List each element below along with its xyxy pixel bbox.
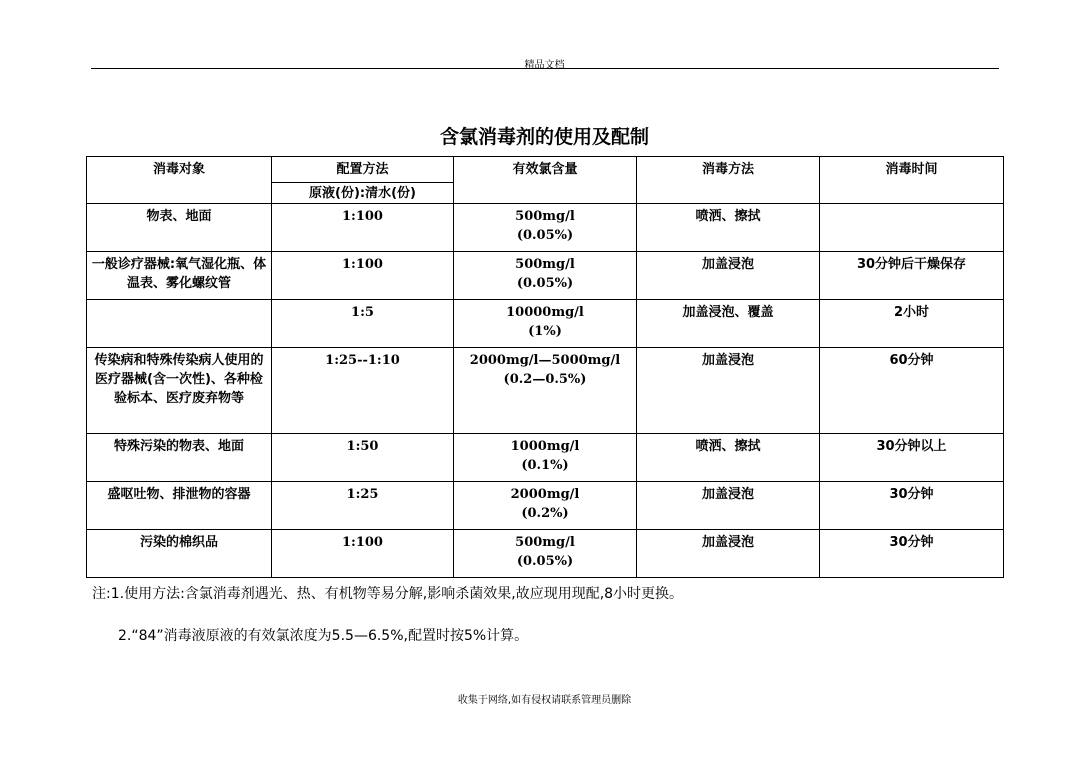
header-cell-object: 消毒对象 bbox=[87, 157, 272, 204]
cell-ratio: 1:25 bbox=[272, 482, 454, 530]
header-rule bbox=[91, 68, 999, 69]
table-row bbox=[87, 252, 1004, 300]
cell-method: 喷洒、擦拭 bbox=[637, 434, 820, 482]
cell-object: 物表、地面 bbox=[87, 204, 272, 252]
cell-method: 加盖浸泡、覆盖 bbox=[637, 300, 820, 348]
footer-label: 收集于网络,如有侵权请联系管理员删除 bbox=[457, 695, 632, 706]
cell-pct: (0.1%) bbox=[521, 458, 569, 473]
table-row bbox=[87, 434, 1004, 482]
table-header-row bbox=[87, 157, 1004, 183]
header-cell-ratio: 原液(份):清水(份) bbox=[272, 182, 454, 203]
cell-chlorine bbox=[454, 348, 637, 434]
cell-conc: 2000mg/l bbox=[510, 487, 580, 502]
cell-method: 加盖浸泡 bbox=[637, 252, 820, 300]
cell-chlorine bbox=[454, 252, 637, 300]
cell-time: 60分钟 bbox=[820, 348, 1004, 434]
cell-conc: 500mg/l bbox=[515, 209, 575, 224]
cell-method: 加盖浸泡 bbox=[637, 530, 820, 578]
cell-ratio: 1:50 bbox=[272, 434, 454, 482]
table-row bbox=[87, 348, 1004, 434]
cell-ratio: 1:100 bbox=[272, 204, 454, 252]
cell-chlorine bbox=[454, 300, 637, 348]
cell-time: 30分钟以上 bbox=[820, 434, 1004, 482]
header-cell-disinfect-method: 消毒方法 bbox=[637, 157, 820, 204]
note-2: 2.“84”消毒液原液的有效氯浓度为5.5—6.5%,配置时按5%计算。 bbox=[118, 628, 529, 644]
cell-pct: (1%) bbox=[528, 324, 562, 339]
table-row bbox=[87, 482, 1004, 530]
cell-time bbox=[820, 204, 1004, 252]
cell-time: 30分钟后干燥保存 bbox=[820, 252, 1004, 300]
header-cell-time: 消毒时间 bbox=[820, 157, 1004, 204]
cell-object: 盛呕吐物、排泄物的容器 bbox=[87, 482, 272, 530]
document-title: 含氯消毒剂的使用及配制 bbox=[439, 126, 649, 148]
cell-pct: (0.05%) bbox=[516, 276, 574, 291]
cell-object: 一般诊疗器械:氧气湿化瓶、体温表、雾化螺纹管 bbox=[87, 252, 272, 300]
cell-object bbox=[87, 300, 272, 348]
cell-ratio: 1:100 bbox=[272, 252, 454, 300]
table-row bbox=[87, 530, 1004, 578]
cell-conc: 500mg/l bbox=[515, 535, 575, 550]
cell-chlorine bbox=[454, 204, 637, 252]
cell-time: 2小时 bbox=[820, 300, 1004, 348]
cell-conc: 1000mg/l bbox=[510, 439, 580, 454]
cell-conc: 500mg/l bbox=[515, 257, 575, 272]
cell-chlorine bbox=[454, 482, 637, 530]
cell-object: 传染病和特殊传染病人使用的医疗器械(含一次性)、各种检验标本、医疗废弃物等 bbox=[87, 348, 272, 434]
table-row bbox=[87, 204, 1004, 252]
cell-chlorine bbox=[454, 530, 637, 578]
cell-chlorine bbox=[454, 434, 637, 482]
table-row bbox=[87, 300, 1004, 348]
cell-method: 喷洒、擦拭 bbox=[637, 204, 820, 252]
cell-time: 30分钟 bbox=[820, 482, 1004, 530]
cell-conc: 2000mg/l—5000mg/l bbox=[469, 353, 621, 368]
cell-pct: (0.2—0.5%) bbox=[503, 372, 587, 387]
cell-pct: (0.05%) bbox=[516, 554, 574, 569]
cell-ratio: 1:5 bbox=[272, 300, 454, 348]
cell-pct: (0.2%) bbox=[521, 506, 569, 521]
cell-method: 加盖浸泡 bbox=[637, 348, 820, 434]
cell-object: 污染的棉织品 bbox=[87, 530, 272, 578]
cell-pct: (0.05%) bbox=[516, 228, 574, 243]
cell-object: 特殊污染的物表、地面 bbox=[87, 434, 272, 482]
cell-ratio: 1:100 bbox=[272, 530, 454, 578]
cell-ratio: 1:25--1:10 bbox=[272, 348, 454, 434]
note-1: 注:1.使用方法:含氯消毒剂遇光、热、有机物等易分解,影响杀菌效果,故应现用现配,8小时更换。 bbox=[92, 586, 684, 602]
header-cell-method: 配置方法 bbox=[272, 157, 454, 183]
cell-conc: 10000mg/l bbox=[506, 305, 584, 320]
disinfectant-table bbox=[86, 156, 1004, 578]
cell-time: 30分钟 bbox=[820, 530, 1004, 578]
header-label: 精品文档 bbox=[524, 60, 565, 71]
cell-method: 加盖浸泡 bbox=[637, 482, 820, 530]
header-cell-chlorine: 有效氯含量 bbox=[454, 157, 637, 204]
